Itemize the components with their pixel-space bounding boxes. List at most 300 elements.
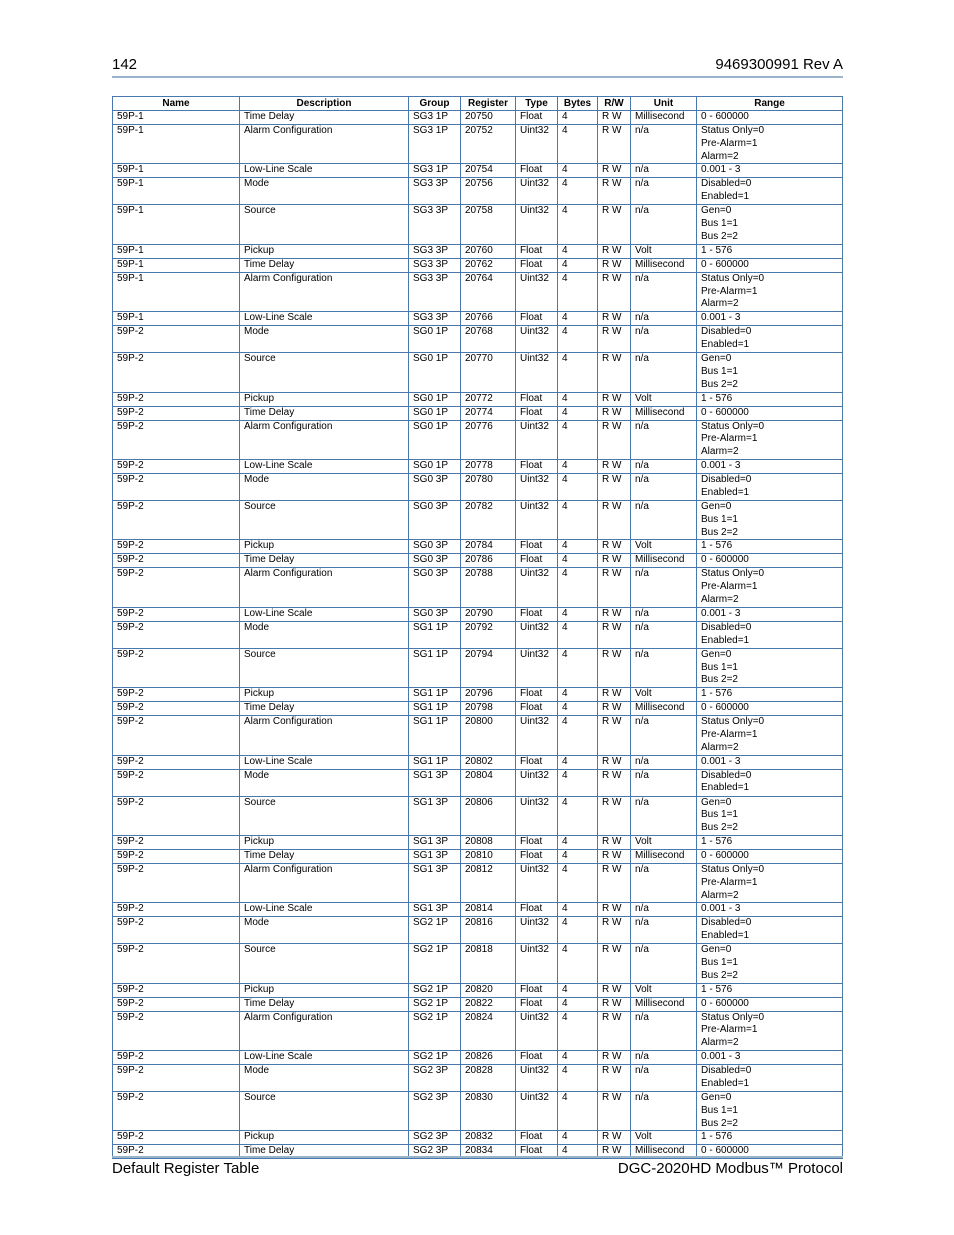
cell-bytes: 4 (558, 607, 598, 621)
table-row (113, 164, 843, 178)
cell-rw: R W (598, 944, 631, 983)
cell-description: Alarm Configuration (240, 420, 409, 459)
cell-type: Uint32 (516, 1065, 558, 1092)
page-header (112, 56, 843, 76)
table-row (113, 997, 843, 1011)
cell-unit: n/a (631, 326, 697, 353)
page-footer (112, 1160, 843, 1180)
footer-rule (112, 1156, 843, 1158)
table-row (113, 500, 843, 539)
cell-rw: R W (598, 554, 631, 568)
cell-unit: n/a (631, 648, 697, 687)
cell-bytes: 4 (558, 1011, 598, 1050)
cell-description: Time Delay (240, 849, 409, 863)
cell-bytes: 4 (558, 1092, 598, 1131)
cell-rw: R W (598, 500, 631, 539)
cell-name: 59P-2 (113, 648, 240, 687)
cell-description: Time Delay (240, 1145, 409, 1159)
cell-description: Alarm Configuration (240, 125, 409, 164)
cell-register: 20794 (461, 648, 516, 687)
cell-range: 0.001 - 3 (697, 164, 843, 178)
cell-name: 59P-2 (113, 540, 240, 554)
column-header-rw: R/W (598, 97, 631, 111)
cell-rw: R W (598, 1092, 631, 1131)
cell-register: 20810 (461, 849, 516, 863)
cell-group: SG2 3P (409, 1145, 461, 1159)
cell-name: 59P-2 (113, 917, 240, 944)
column-header-description: Description (240, 97, 409, 111)
cell-range: 0 - 600000 (697, 702, 843, 716)
cell-register: 20752 (461, 125, 516, 164)
cell-range: 0 - 600000 (697, 849, 843, 863)
cell-name: 59P-1 (113, 164, 240, 178)
table-row (113, 863, 843, 902)
cell-range: Status Only=0 Pre-Alarm=1 Alarm=2 (697, 568, 843, 607)
cell-type: Uint32 (516, 326, 558, 353)
cell-register: 20756 (461, 178, 516, 205)
cell-unit: n/a (631, 353, 697, 392)
table-row (113, 769, 843, 796)
cell-unit: n/a (631, 1011, 697, 1050)
cell-bytes: 4 (558, 568, 598, 607)
cell-group: SG1 1P (409, 716, 461, 755)
cell-rw: R W (598, 312, 631, 326)
table-row (113, 473, 843, 500)
cell-description: Low-Line Scale (240, 164, 409, 178)
column-header-unit: Unit (631, 97, 697, 111)
cell-register: 20790 (461, 607, 516, 621)
cell-description: Mode (240, 769, 409, 796)
cell-description: Pickup (240, 983, 409, 997)
cell-bytes: 4 (558, 688, 598, 702)
cell-rw: R W (598, 178, 631, 205)
cell-rw: R W (598, 1131, 631, 1145)
cell-bytes: 4 (558, 621, 598, 648)
table-row (113, 125, 843, 164)
cell-register: 20822 (461, 997, 516, 1011)
cell-group: SG2 1P (409, 997, 461, 1011)
cell-type: Float (516, 244, 558, 258)
cell-register: 20818 (461, 944, 516, 983)
cell-unit: Volt (631, 835, 697, 849)
cell-group: SG0 1P (409, 392, 461, 406)
table-row (113, 1131, 843, 1145)
cell-name: 59P-2 (113, 849, 240, 863)
cell-description: Mode (240, 473, 409, 500)
cell-rw: R W (598, 1145, 631, 1159)
cell-register: 20770 (461, 353, 516, 392)
cell-group: SG3 3P (409, 178, 461, 205)
cell-range: Status Only=0 Pre-Alarm=1 Alarm=2 (697, 125, 843, 164)
cell-range: 0 - 600000 (697, 111, 843, 125)
header-rule (112, 76, 843, 78)
cell-range: Disabled=0 Enabled=1 (697, 178, 843, 205)
cell-range: Gen=0 Bus 1=1 Bus 2=2 (697, 796, 843, 835)
cell-name: 59P-2 (113, 1051, 240, 1065)
cell-group: SG2 3P (409, 1131, 461, 1145)
table-row (113, 648, 843, 687)
cell-group: SG1 1P (409, 755, 461, 769)
cell-range: Disabled=0 Enabled=1 (697, 621, 843, 648)
cell-type: Uint32 (516, 125, 558, 164)
cell-bytes: 4 (558, 111, 598, 125)
cell-type: Uint32 (516, 420, 558, 459)
cell-bytes: 4 (558, 863, 598, 902)
cell-rw: R W (598, 1051, 631, 1065)
cell-type: Float (516, 983, 558, 997)
cell-bytes: 4 (558, 1051, 598, 1065)
cell-bytes: 4 (558, 944, 598, 983)
cell-unit: n/a (631, 1092, 697, 1131)
cell-range: Disabled=0 Enabled=1 (697, 1065, 843, 1092)
cell-type: Uint32 (516, 353, 558, 392)
table-header-row (113, 97, 843, 111)
cell-name: 59P-2 (113, 944, 240, 983)
cell-group: SG0 3P (409, 568, 461, 607)
cell-bytes: 4 (558, 326, 598, 353)
cell-type: Float (516, 164, 558, 178)
table-row (113, 796, 843, 835)
cell-group: SG2 3P (409, 1092, 461, 1131)
cell-name: 59P-2 (113, 353, 240, 392)
cell-name: 59P-2 (113, 903, 240, 917)
cell-bytes: 4 (558, 420, 598, 459)
footer-title: DGC-2020HD Modbus™ Protocol (617, 1160, 843, 1177)
cell-description: Pickup (240, 835, 409, 849)
table-row (113, 312, 843, 326)
cell-type: Float (516, 688, 558, 702)
cell-group: SG0 3P (409, 554, 461, 568)
cell-range: 0.001 - 3 (697, 607, 843, 621)
cell-rw: R W (598, 258, 631, 272)
cell-range: 0 - 600000 (697, 406, 843, 420)
page-number: 142 (112, 56, 138, 73)
cell-description: Pickup (240, 244, 409, 258)
column-header-name: Name (113, 97, 240, 111)
cell-register: 20774 (461, 406, 516, 420)
cell-rw: R W (598, 568, 631, 607)
cell-name: 59P-2 (113, 621, 240, 648)
table-row (113, 540, 843, 554)
cell-type: Float (516, 903, 558, 917)
cell-unit: Volt (631, 244, 697, 258)
cell-description: Mode (240, 326, 409, 353)
cell-group: SG1 1P (409, 648, 461, 687)
table-row (113, 1065, 843, 1092)
column-header-register: Register (461, 97, 516, 111)
cell-register: 20762 (461, 258, 516, 272)
cell-register: 20800 (461, 716, 516, 755)
cell-group: SG3 3P (409, 272, 461, 311)
cell-unit: n/a (631, 755, 697, 769)
table-row (113, 983, 843, 997)
cell-unit: Millisecond (631, 997, 697, 1011)
cell-type: Uint32 (516, 568, 558, 607)
cell-rw: R W (598, 1011, 631, 1050)
cell-unit: Millisecond (631, 702, 697, 716)
cell-register: 20758 (461, 205, 516, 244)
cell-unit: n/a (631, 178, 697, 205)
cell-bytes: 4 (558, 392, 598, 406)
cell-bytes: 4 (558, 1065, 598, 1092)
cell-type: Float (516, 607, 558, 621)
table-row (113, 205, 843, 244)
cell-name: 59P-1 (113, 125, 240, 164)
cell-register: 20814 (461, 903, 516, 917)
cell-bytes: 4 (558, 1131, 598, 1145)
cell-type: Float (516, 111, 558, 125)
cell-register: 20792 (461, 621, 516, 648)
table-row (113, 111, 843, 125)
table-row (113, 568, 843, 607)
cell-description: Low-Line Scale (240, 903, 409, 917)
cell-group: SG0 1P (409, 326, 461, 353)
cell-name: 59P-2 (113, 997, 240, 1011)
cell-unit: Volt (631, 540, 697, 554)
cell-type: Uint32 (516, 621, 558, 648)
cell-unit: n/a (631, 568, 697, 607)
table-row (113, 326, 843, 353)
cell-group: SG1 3P (409, 796, 461, 835)
column-header-bytes: Bytes (558, 97, 598, 111)
cell-bytes: 4 (558, 835, 598, 849)
cell-rw: R W (598, 621, 631, 648)
cell-rw: R W (598, 272, 631, 311)
table-row (113, 621, 843, 648)
cell-register: 20786 (461, 554, 516, 568)
cell-rw: R W (598, 903, 631, 917)
cell-range: 1 - 576 (697, 688, 843, 702)
table-row (113, 178, 843, 205)
cell-group: SG2 1P (409, 944, 461, 983)
table-row (113, 459, 843, 473)
document-id: 9469300991 Rev A (715, 56, 843, 73)
cell-type: Uint32 (516, 473, 558, 500)
cell-range: 1 - 576 (697, 244, 843, 258)
cell-register: 20760 (461, 244, 516, 258)
table-row (113, 392, 843, 406)
cell-unit: n/a (631, 125, 697, 164)
cell-rw: R W (598, 769, 631, 796)
cell-name: 59P-2 (113, 796, 240, 835)
cell-type: Float (516, 702, 558, 716)
cell-unit: n/a (631, 944, 697, 983)
cell-range: Gen=0 Bus 1=1 Bus 2=2 (697, 205, 843, 244)
cell-bytes: 4 (558, 769, 598, 796)
cell-description: Pickup (240, 540, 409, 554)
cell-group: SG3 3P (409, 205, 461, 244)
cell-name: 59P-2 (113, 769, 240, 796)
cell-unit: Volt (631, 983, 697, 997)
cell-description: Alarm Configuration (240, 568, 409, 607)
cell-rw: R W (598, 406, 631, 420)
cell-group: SG2 1P (409, 917, 461, 944)
table-row (113, 903, 843, 917)
cell-register: 20812 (461, 863, 516, 902)
cell-register: 20780 (461, 473, 516, 500)
cell-name: 59P-2 (113, 420, 240, 459)
cell-group: SG1 1P (409, 702, 461, 716)
cell-description: Alarm Configuration (240, 863, 409, 902)
cell-rw: R W (598, 164, 631, 178)
cell-bytes: 4 (558, 917, 598, 944)
cell-range: Gen=0 Bus 1=1 Bus 2=2 (697, 1092, 843, 1131)
cell-description: Time Delay (240, 406, 409, 420)
cell-type: Float (516, 540, 558, 554)
cell-name: 59P-2 (113, 716, 240, 755)
cell-rw: R W (598, 392, 631, 406)
cell-rw: R W (598, 997, 631, 1011)
cell-range: 1 - 576 (697, 1131, 843, 1145)
cell-bytes: 4 (558, 205, 598, 244)
cell-description: Source (240, 796, 409, 835)
cell-description: Mode (240, 1065, 409, 1092)
cell-name: 59P-2 (113, 607, 240, 621)
cell-register: 20788 (461, 568, 516, 607)
cell-description: Low-Line Scale (240, 755, 409, 769)
cell-type: Float (516, 258, 558, 272)
cell-bytes: 4 (558, 164, 598, 178)
cell-type: Float (516, 554, 558, 568)
cell-group: SG3 1P (409, 125, 461, 164)
cell-name: 59P-1 (113, 111, 240, 125)
cell-name: 59P-2 (113, 983, 240, 997)
cell-rw: R W (598, 111, 631, 125)
cell-register: 20772 (461, 392, 516, 406)
cell-bytes: 4 (558, 1145, 598, 1159)
cell-range: 0 - 600000 (697, 554, 843, 568)
cell-name: 59P-2 (113, 500, 240, 539)
cell-type: Float (516, 849, 558, 863)
cell-group: SG0 1P (409, 406, 461, 420)
table-row (113, 420, 843, 459)
cell-name: 59P-2 (113, 473, 240, 500)
cell-name: 59P-2 (113, 392, 240, 406)
cell-rw: R W (598, 983, 631, 997)
cell-type: Float (516, 835, 558, 849)
cell-register: 20766 (461, 312, 516, 326)
cell-group: SG1 3P (409, 903, 461, 917)
cell-name: 59P-1 (113, 272, 240, 311)
cell-rw: R W (598, 607, 631, 621)
cell-rw: R W (598, 205, 631, 244)
cell-register: 20796 (461, 688, 516, 702)
cell-bytes: 4 (558, 540, 598, 554)
cell-name: 59P-1 (113, 258, 240, 272)
cell-unit: Volt (631, 688, 697, 702)
cell-register: 20808 (461, 835, 516, 849)
table-row (113, 1051, 843, 1065)
cell-type: Float (516, 1131, 558, 1145)
cell-rw: R W (598, 648, 631, 687)
cell-rw: R W (598, 473, 631, 500)
cell-unit: n/a (631, 1065, 697, 1092)
cell-type: Uint32 (516, 1092, 558, 1131)
cell-range: Gen=0 Bus 1=1 Bus 2=2 (697, 353, 843, 392)
cell-description: Time Delay (240, 997, 409, 1011)
cell-rw: R W (598, 796, 631, 835)
cell-register: 20782 (461, 500, 516, 539)
cell-description: Source (240, 944, 409, 983)
cell-name: 59P-2 (113, 554, 240, 568)
cell-range: 1 - 576 (697, 983, 843, 997)
table-row (113, 688, 843, 702)
cell-description: Time Delay (240, 111, 409, 125)
cell-range: Status Only=0 Pre-Alarm=1 Alarm=2 (697, 716, 843, 755)
cell-register: 20804 (461, 769, 516, 796)
cell-range: 0.001 - 3 (697, 312, 843, 326)
table-row (113, 849, 843, 863)
cell-name: 59P-2 (113, 1092, 240, 1131)
cell-type: Uint32 (516, 917, 558, 944)
cell-type: Float (516, 459, 558, 473)
cell-description: Source (240, 1092, 409, 1131)
cell-register: 20802 (461, 755, 516, 769)
cell-register: 20828 (461, 1065, 516, 1092)
table-row (113, 917, 843, 944)
cell-group: SG1 1P (409, 621, 461, 648)
table-row (113, 554, 843, 568)
cell-unit: Millisecond (631, 406, 697, 420)
cell-name: 59P-2 (113, 863, 240, 902)
cell-range: Disabled=0 Enabled=1 (697, 769, 843, 796)
cell-description: Mode (240, 178, 409, 205)
cell-group: SG3 3P (409, 258, 461, 272)
cell-register: 20820 (461, 983, 516, 997)
cell-unit: n/a (631, 1051, 697, 1065)
cell-rw: R W (598, 125, 631, 164)
cell-type: Float (516, 1051, 558, 1065)
cell-description: Source (240, 353, 409, 392)
cell-type: Uint32 (516, 863, 558, 902)
cell-description: Source (240, 205, 409, 244)
table-body (113, 111, 843, 1159)
cell-bytes: 4 (558, 258, 598, 272)
cell-group: SG3 3P (409, 312, 461, 326)
table-row (113, 607, 843, 621)
footer-section: Default Register Table (112, 1160, 260, 1177)
cell-type: Uint32 (516, 1011, 558, 1050)
cell-description: Time Delay (240, 554, 409, 568)
cell-type: Float (516, 392, 558, 406)
cell-unit: Volt (631, 1131, 697, 1145)
table-row (113, 406, 843, 420)
cell-bytes: 4 (558, 648, 598, 687)
cell-group: SG0 3P (409, 540, 461, 554)
cell-register: 20764 (461, 272, 516, 311)
cell-range: 1 - 576 (697, 392, 843, 406)
cell-description: Low-Line Scale (240, 459, 409, 473)
cell-name: 59P-1 (113, 178, 240, 205)
column-header-range: Range (697, 97, 843, 111)
cell-unit: n/a (631, 420, 697, 459)
cell-name: 59P-2 (113, 1065, 240, 1092)
cell-bytes: 4 (558, 406, 598, 420)
cell-unit: n/a (631, 272, 697, 311)
table-row (113, 1092, 843, 1131)
cell-rw: R W (598, 716, 631, 755)
cell-rw: R W (598, 688, 631, 702)
cell-rw: R W (598, 420, 631, 459)
cell-group: SG0 3P (409, 607, 461, 621)
cell-description: Low-Line Scale (240, 1051, 409, 1065)
cell-bytes: 4 (558, 473, 598, 500)
cell-unit: n/a (631, 500, 697, 539)
cell-type: Uint32 (516, 500, 558, 539)
cell-bytes: 4 (558, 983, 598, 997)
cell-register: 20750 (461, 111, 516, 125)
cell-rw: R W (598, 755, 631, 769)
